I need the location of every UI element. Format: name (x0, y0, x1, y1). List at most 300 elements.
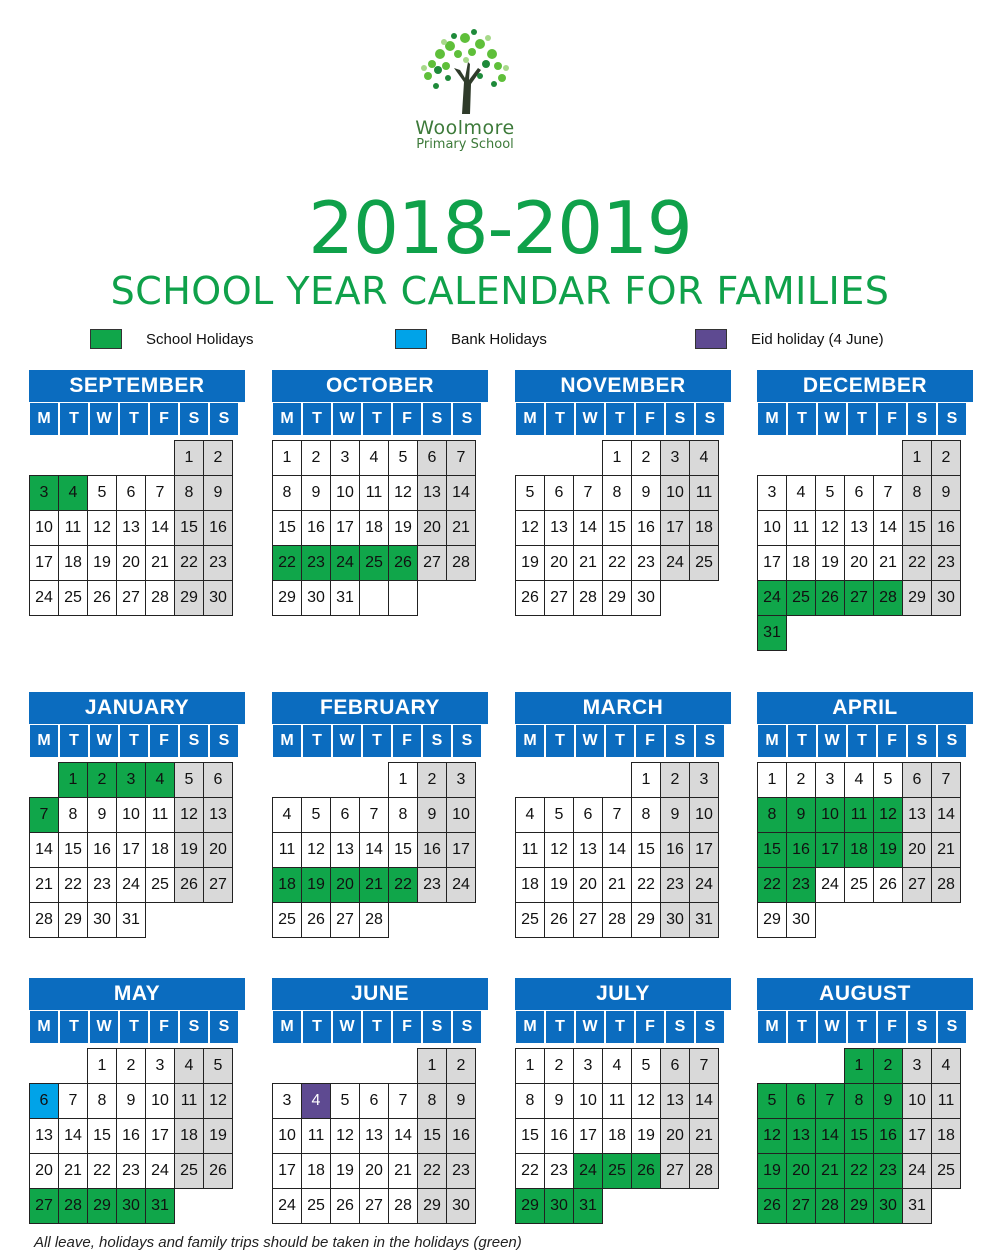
day-cell: 3 (757, 475, 787, 511)
weekday-header: T (847, 724, 877, 758)
day-cell: 14 (446, 475, 476, 511)
day-cell: 18 (515, 867, 545, 903)
day-cell: 1 (515, 1048, 545, 1084)
day-cell: 9 (931, 475, 961, 511)
day-cell: 13 (29, 1118, 59, 1154)
day-cell: 4 (301, 1083, 331, 1119)
day-cell: 13 (203, 797, 233, 833)
day-cell: 11 (515, 832, 545, 868)
day-cell: 6 (786, 1083, 816, 1119)
day-cell: 27 (573, 902, 603, 938)
weekday-header: W (575, 402, 605, 436)
day-cell: 20 (902, 832, 932, 868)
day-cell: 26 (174, 867, 204, 903)
day-cell: 12 (815, 510, 845, 546)
weekday-header: S (665, 1010, 695, 1044)
weekday-header: T (59, 402, 89, 436)
weekday-header: F (877, 1010, 907, 1044)
weekday-header: S (695, 1010, 725, 1044)
day-cell: 1 (87, 1048, 117, 1084)
weekday-header: T (119, 402, 149, 436)
weekday-header: W (89, 402, 119, 436)
day-cell: 16 (417, 832, 447, 868)
weekday-header: W (817, 402, 847, 436)
empty-cell (815, 440, 845, 476)
weekday-header: F (877, 402, 907, 436)
day-cell: 2 (301, 440, 331, 476)
day-cell: 19 (330, 1153, 360, 1189)
day-cell: 4 (931, 1048, 961, 1084)
day-cell: 21 (145, 545, 175, 581)
day-cell: 11 (301, 1118, 331, 1154)
day-cell: 10 (116, 797, 146, 833)
day-cell: 25 (689, 545, 719, 581)
day-cell: 25 (515, 902, 545, 938)
day-cell: 16 (301, 510, 331, 546)
day-cell: 19 (815, 545, 845, 581)
day-cell: 19 (174, 832, 204, 868)
day-cell: 3 (446, 762, 476, 798)
day-cell: 1 (58, 762, 88, 798)
day-cell: 22 (388, 867, 418, 903)
month-title: OCTOBER (272, 370, 488, 402)
day-cell: 23 (544, 1153, 574, 1189)
month-january (29, 692, 245, 938)
day-cell: 14 (602, 832, 632, 868)
day-cell: 17 (573, 1118, 603, 1154)
day-cell: 29 (272, 580, 302, 616)
day-cell: 23 (931, 545, 961, 581)
weekday-header: S (452, 724, 482, 758)
day-cell: 8 (87, 1083, 117, 1119)
month-february (272, 692, 488, 938)
weekday-header: S (209, 1010, 239, 1044)
day-cell: 22 (515, 1153, 545, 1189)
weekday-header: M (29, 1010, 59, 1044)
day-cell: 23 (116, 1153, 146, 1189)
day-cell: 10 (815, 797, 845, 833)
school-name: Woolmore (415, 117, 515, 139)
weekday-header: T (59, 724, 89, 758)
day-cell: 24 (29, 580, 59, 616)
day-cell: 14 (388, 1118, 418, 1154)
day-cell: 16 (116, 1118, 146, 1154)
day-cell: 28 (931, 867, 961, 903)
day-cell: 27 (203, 867, 233, 903)
weekday-header: T (302, 402, 332, 436)
day-cell: 16 (446, 1118, 476, 1154)
calendar-week (29, 581, 245, 616)
day-cell: 15 (174, 510, 204, 546)
day-cell: 23 (873, 1153, 903, 1189)
day-cell: 22 (58, 867, 88, 903)
calendar-week (272, 1189, 488, 1224)
day-cell: 27 (116, 580, 146, 616)
day-cell: 31 (145, 1188, 175, 1224)
day-cell: 11 (58, 510, 88, 546)
day-cell: 8 (272, 475, 302, 511)
day-cell: 15 (515, 1118, 545, 1154)
day-cell: 29 (631, 902, 661, 938)
day-cell: 17 (29, 545, 59, 581)
day-cell: 28 (573, 580, 603, 616)
day-cell: 13 (359, 1118, 389, 1154)
day-cell: 13 (786, 1118, 816, 1154)
day-cell: 4 (145, 762, 175, 798)
calendar-week (757, 476, 973, 511)
legend-label: Eid holiday (4 June) (751, 330, 884, 348)
day-cell: 9 (417, 797, 447, 833)
day-cell: 30 (116, 1188, 146, 1224)
day-cell: 29 (902, 580, 932, 616)
calendar-week (272, 440, 488, 476)
empty-cell (272, 1048, 302, 1084)
day-cell: 14 (29, 832, 59, 868)
empty-cell (515, 440, 545, 476)
month-title: MARCH (515, 692, 731, 724)
calendar-week (515, 1048, 731, 1084)
empty-cell (58, 1048, 88, 1084)
calendar-week (757, 616, 973, 651)
weekday-header: S (422, 1010, 452, 1044)
day-cell: 25 (844, 867, 874, 903)
tree-icon (410, 24, 520, 116)
calendar-week (272, 581, 488, 616)
day-cell: 10 (902, 1083, 932, 1119)
month-title: AUGUST (757, 978, 973, 1010)
day-cell: 28 (602, 902, 632, 938)
day-cell: 12 (87, 510, 117, 546)
weekday-header: F (635, 402, 665, 436)
day-cell: 22 (757, 867, 787, 903)
day-cell: 23 (446, 1153, 476, 1189)
month-title: NOVEMBER (515, 370, 731, 402)
calendar-week (272, 1084, 488, 1119)
day-cell: 14 (58, 1118, 88, 1154)
calendar-week (757, 1189, 973, 1224)
day-cell: 15 (631, 832, 661, 868)
weekday-header: W (89, 1010, 119, 1044)
day-cell: 3 (330, 440, 360, 476)
day-cell: 19 (515, 545, 545, 581)
weekday-header: S (695, 402, 725, 436)
weekday-header: M (515, 402, 545, 436)
weekday-header-row (272, 402, 488, 436)
day-cell: 25 (359, 545, 389, 581)
day-cell: 29 (174, 580, 204, 616)
weekday-header: S (209, 724, 239, 758)
day-cell: 6 (359, 1083, 389, 1119)
day-cell: 2 (931, 440, 961, 476)
day-cell: 26 (815, 580, 845, 616)
day-cell: 20 (573, 867, 603, 903)
day-cell: 31 (116, 902, 146, 938)
day-cell: 10 (573, 1083, 603, 1119)
weekday-header: W (332, 402, 362, 436)
day-cell: 23 (203, 545, 233, 581)
weekday-header: S (422, 724, 452, 758)
weekday-header-row (272, 724, 488, 758)
day-cell: 18 (931, 1118, 961, 1154)
day-cell: 20 (330, 867, 360, 903)
empty-cell (272, 762, 302, 798)
weekday-header: T (605, 724, 635, 758)
weekday-header: F (392, 724, 422, 758)
day-cell: 6 (417, 440, 447, 476)
calendar-week (757, 511, 973, 546)
weekday-header: T (847, 1010, 877, 1044)
weekday-header: M (515, 1010, 545, 1044)
weekday-header: W (817, 1010, 847, 1044)
day-cell: 25 (58, 580, 88, 616)
calendar-week (757, 868, 973, 903)
day-cell: 18 (689, 510, 719, 546)
legend-bank-holidays (395, 328, 547, 350)
day-cell: 15 (58, 832, 88, 868)
day-cell: 23 (660, 867, 690, 903)
weekday-header-row (757, 1010, 973, 1044)
weekday-header: S (665, 724, 695, 758)
day-cell: 18 (58, 545, 88, 581)
day-cell: 17 (660, 510, 690, 546)
day-cell: 30 (301, 580, 331, 616)
weekday-header: F (635, 1010, 665, 1044)
day-cell: 5 (873, 762, 903, 798)
day-cell: 5 (757, 1083, 787, 1119)
day-cell: 12 (515, 510, 545, 546)
day-cell: 13 (902, 797, 932, 833)
day-cell: 7 (602, 797, 632, 833)
empty-cell (29, 440, 59, 476)
day-cell: 20 (660, 1118, 690, 1154)
day-cell: 9 (873, 1083, 903, 1119)
day-cell: 19 (87, 545, 117, 581)
day-cell: 21 (573, 545, 603, 581)
day-cell: 26 (757, 1188, 787, 1224)
legend-school-holidays (90, 328, 254, 350)
calendar-week (272, 546, 488, 581)
day-cell: 17 (902, 1118, 932, 1154)
weekday-header: M (757, 724, 787, 758)
day-cell: 26 (388, 545, 418, 581)
day-cell: 11 (174, 1083, 204, 1119)
month-title: JULY (515, 978, 731, 1010)
day-cell: 16 (660, 832, 690, 868)
weekday-header: S (937, 402, 967, 436)
empty-cell (786, 440, 816, 476)
calendar-week (757, 798, 973, 833)
calendar-week (29, 1048, 245, 1084)
day-cell: 23 (786, 867, 816, 903)
day-cell: 14 (573, 510, 603, 546)
day-cell: 27 (844, 580, 874, 616)
day-cell: 25 (301, 1188, 331, 1224)
day-cell: 1 (844, 1048, 874, 1084)
day-cell: 31 (330, 580, 360, 616)
day-cell: 16 (87, 832, 117, 868)
day-cell: 5 (631, 1048, 661, 1084)
weekday-header: T (545, 402, 575, 436)
day-cell: 30 (660, 902, 690, 938)
day-cell: 8 (174, 475, 204, 511)
empty-cell (58, 440, 88, 476)
day-cell: 10 (446, 797, 476, 833)
weekday-header: M (757, 402, 787, 436)
day-cell: 22 (602, 545, 632, 581)
month-title: MAY (29, 978, 245, 1010)
day-cell: 22 (174, 545, 204, 581)
day-cell: 23 (417, 867, 447, 903)
day-cell: 16 (544, 1118, 574, 1154)
day-cell: 22 (631, 867, 661, 903)
month-title: SEPTEMBER (29, 370, 245, 402)
day-cell: 10 (330, 475, 360, 511)
day-cell: 17 (272, 1153, 302, 1189)
day-cell: 2 (660, 762, 690, 798)
weekday-header-row (515, 402, 731, 436)
day-cell: 24 (145, 1153, 175, 1189)
legend-label: School Holidays (146, 330, 254, 348)
day-cell: 25 (786, 580, 816, 616)
empty-cell (873, 440, 903, 476)
day-cell: 18 (844, 832, 874, 868)
weekday-header: T (787, 402, 817, 436)
day-cell: 25 (931, 1153, 961, 1189)
day-cell: 6 (844, 475, 874, 511)
day-cell: 25 (602, 1153, 632, 1189)
day-cell: 17 (815, 832, 845, 868)
day-cell: 28 (29, 902, 59, 938)
day-cell: 7 (29, 797, 59, 833)
calendar-week (515, 511, 731, 546)
day-cell: 12 (757, 1118, 787, 1154)
weekday-header: S (907, 402, 937, 436)
weekday-header: T (59, 1010, 89, 1044)
day-cell: 30 (931, 580, 961, 616)
day-cell: 7 (873, 475, 903, 511)
day-cell: 28 (388, 1188, 418, 1224)
empty-cell (786, 1048, 816, 1084)
day-cell: 30 (873, 1188, 903, 1224)
day-cell: 29 (417, 1188, 447, 1224)
empty-cell (815, 1048, 845, 1084)
school-subtitle: Primary School (416, 137, 514, 152)
day-cell: 9 (786, 797, 816, 833)
calendar-week (515, 581, 731, 616)
day-cell: 2 (203, 440, 233, 476)
empty-cell (29, 1048, 59, 1084)
day-cell: 10 (660, 475, 690, 511)
day-cell: 30 (786, 902, 816, 938)
weekday-header: S (179, 402, 209, 436)
day-cell: 13 (544, 510, 574, 546)
calendar-week (272, 833, 488, 868)
day-cell: 22 (844, 1153, 874, 1189)
weekday-header: F (877, 724, 907, 758)
day-cell: 17 (446, 832, 476, 868)
weekday-header: T (362, 724, 392, 758)
day-cell: 28 (58, 1188, 88, 1224)
day-cell: 12 (174, 797, 204, 833)
month-may (29, 978, 245, 1224)
month-april (757, 692, 973, 938)
weekday-header: W (332, 724, 362, 758)
day-cell: 1 (757, 762, 787, 798)
weekday-header: T (119, 1010, 149, 1044)
day-cell: 6 (660, 1048, 690, 1084)
day-cell: 12 (203, 1083, 233, 1119)
day-cell: 29 (58, 902, 88, 938)
day-cell: 21 (931, 832, 961, 868)
legend-swatch-eid (695, 329, 727, 349)
day-cell: 8 (417, 1083, 447, 1119)
day-cell: 3 (902, 1048, 932, 1084)
day-cell: 25 (145, 867, 175, 903)
day-cell: 21 (58, 1153, 88, 1189)
calendar-week (272, 1119, 488, 1154)
day-cell: 5 (544, 797, 574, 833)
calendar-week (515, 1154, 731, 1189)
day-cell: 22 (272, 545, 302, 581)
day-cell: 4 (359, 440, 389, 476)
weekday-header: T (545, 1010, 575, 1044)
month-title: JANUARY (29, 692, 245, 724)
calendar-week (757, 1084, 973, 1119)
day-cell: 24 (330, 545, 360, 581)
day-cell: 24 (116, 867, 146, 903)
day-cell: 26 (330, 1188, 360, 1224)
day-cell: 9 (203, 475, 233, 511)
weekday-header: W (817, 724, 847, 758)
weekday-header: T (847, 402, 877, 436)
day-cell: 28 (359, 902, 389, 938)
day-cell: 5 (388, 440, 418, 476)
weekday-header-row (757, 724, 973, 758)
calendar-week (757, 833, 973, 868)
day-cell: 4 (58, 475, 88, 511)
day-cell: 3 (689, 762, 719, 798)
day-cell: 16 (873, 1118, 903, 1154)
day-cell: 1 (174, 440, 204, 476)
day-cell: 27 (902, 867, 932, 903)
day-cell: 5 (87, 475, 117, 511)
weekday-header: S (695, 724, 725, 758)
month-june (272, 978, 488, 1224)
day-cell: 15 (757, 832, 787, 868)
day-cell: 18 (602, 1118, 632, 1154)
day-cell: 8 (844, 1083, 874, 1119)
weekday-header-row (29, 724, 245, 758)
weekday-header: M (272, 1010, 302, 1044)
day-cell: 28 (689, 1153, 719, 1189)
month-title: JUNE (272, 978, 488, 1010)
empty-cell (388, 1048, 418, 1084)
day-cell: 18 (174, 1118, 204, 1154)
calendar-week (272, 798, 488, 833)
day-cell: 3 (29, 475, 59, 511)
day-cell: 8 (631, 797, 661, 833)
day-cell: 27 (544, 580, 574, 616)
blank-day-cell (359, 580, 389, 616)
day-cell: 4 (174, 1048, 204, 1084)
day-cell: 28 (873, 580, 903, 616)
calendar-week (515, 440, 731, 476)
calendar-week (272, 1154, 488, 1189)
day-cell: 26 (301, 902, 331, 938)
weekday-header: S (937, 724, 967, 758)
day-cell: 21 (602, 867, 632, 903)
day-cell: 20 (844, 545, 874, 581)
